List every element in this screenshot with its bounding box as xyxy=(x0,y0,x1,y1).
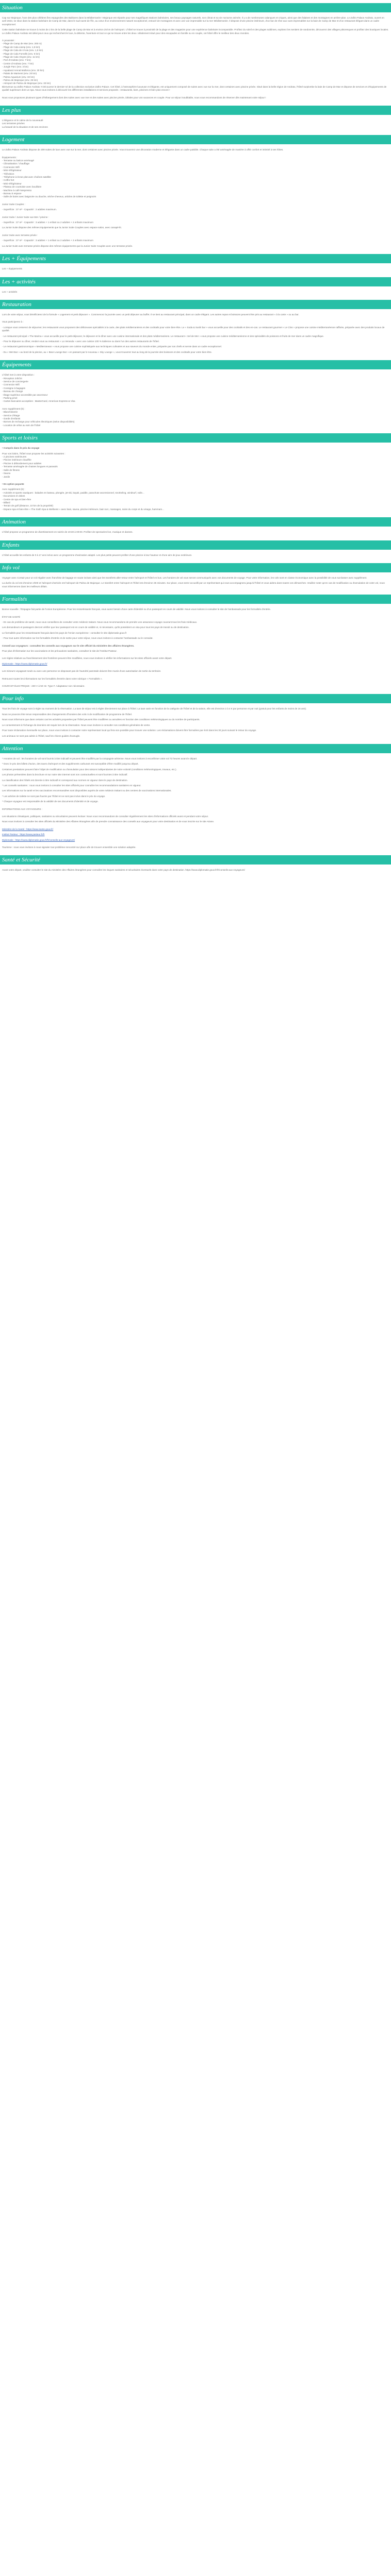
restauration-content xyxy=(0,313,391,354)
paragraph: Les + activités xyxy=(2,290,18,293)
paragraph: Junior Suite / Junior Suite vue Mer / piscine : xyxy=(2,215,49,218)
list-item: - Parking privé xyxy=(2,397,18,399)
paragraph: - Du « Wet Bar » au bord de la piscine, au « Bear Lounge Bar » en passant par le nouveau « Sky Lounge », vous trouverez tout au long de la journée des boissons et des cocktails pour votre bien-être. xyxy=(2,350,212,353)
list-item: - Téléphone à écran plat avec chaînes satellite xyxy=(2,176,51,178)
paragraph: Les règles relatives au franchissement des frontières peuvent être modifiées, nous vous invitons à vérifier les informations sur les sites officiels avant votre départ. xyxy=(2,657,172,660)
list-item: - Piscine intérieure chauffée xyxy=(2,459,31,462)
paragraph: COURANT ÉLECTRIQUE : 230 V à 50 Hz. Type F. Adaptateur non nécessaire. xyxy=(2,685,85,688)
list-item: - Mini-réfrigérateur xyxy=(2,182,22,185)
paragraph: * Les conseils sanitaires : nous vous invitons à consulter les sites officiels pour connaître les recommandations sanitaires en vigueur. xyxy=(2,784,141,787)
paragraph: Nous vous invitons à consulter les sites officiels du Ministère des Affaires étrangères afin de prendre connaissance des conseils aux voyageurs pour votre destination et de vous inscrire sur le site Ariane. xyxy=(2,820,215,823)
equipements-content xyxy=(0,374,391,427)
list-item: - Bornes de recharge pour véhicules électriques (selon disponibilités) xyxy=(2,420,75,423)
paragraph: Les informations sur la santé et les vaccinations recommandées sont disponibles auprès de votre médecin traitant ou des centres de vaccinations internationales. xyxy=(2,789,172,792)
list-item: - Service de conciergerie xyxy=(2,380,28,383)
list-item: - 2 piscines extérieures xyxy=(2,455,27,459)
paragraph: L'hôtel propose un programme de divertissement en soirée de 19:30 à 00:00. Profitez de spectacles live, musique et danses. xyxy=(2,531,133,534)
paragraph: Vous participerez à : xyxy=(2,320,24,324)
paragraph: - Superficie : 37 m² - Capacité : 3 adultes + 1 enfant ou 2 adultes + 2 enfants maximum xyxy=(2,239,93,242)
paragraph: Le formalités pour les ressortissants français dans les pays de l'Union européenne : consultez le site diplomatie.gouv.fr xyxy=(2,631,127,634)
section-title-sports: Sports et loisirs xyxy=(0,433,391,443)
paragraph: * Les articles de toilette ne sont pas fournis par l'hôtel et ne sont pas inclus dans le prix du voyage. xyxy=(2,794,106,798)
section-title-pour-info: Pour info xyxy=(0,694,391,703)
section-title-formalites: Formalités xyxy=(0,595,391,604)
paragraph: Conseil aux voyageurs : consultez les conseils aux voyageurs sur le site officiel du ministère des affaires étrangères. xyxy=(2,644,135,647)
list-item: - Bureau à espace xyxy=(2,192,22,195)
paragraph: Les animaux ne sont pas admis à l'hôtel, sauf les chiens guides d'aveugle. xyxy=(2,734,80,737)
list-item: - Plage de Cala Llamp (env. 1,5 km) xyxy=(2,45,40,48)
paragraph: - En cas de problème de santé, nous vous conseillons de consulter votre médecin traitant. Nous vous recommandons de prendre une assurance voyage couvrant tous les frais médicaux. xyxy=(2,621,198,623)
paragraph: Les photos présentées dans la brochure et sur notre site internet sont non contractuelles et sont fournies à titre indicatif. xyxy=(2,773,128,776)
subtitle-included-text: Compris dans le prix du voyage xyxy=(3,447,40,450)
list-item: - Aéroport de Palma de Majorque (env. 33 km) xyxy=(2,82,51,85)
paragraph: L'hôtel accueille les enfants de 0 à 17 ans inclus avec un programme d'animation adapté. Les plus petits peuvent profiter d'une piscine à leur hauteur et d'une aire de jeux extérieure. xyxy=(2,553,192,556)
section-title-restauration: Restauration xyxy=(0,300,391,309)
paragraph: Nous vous informons que dans certains cas les activités proposées par l'hôtel peuvent être modifiées ou annulées en fonction des conditions météorologiques ou du nombre de participants. xyxy=(2,718,200,721)
list-item: - Connexion Wifi xyxy=(2,165,20,168)
list-item: - Terrasse ou balcon aménagé xyxy=(2,159,34,162)
paragraph: Les situations climatiques, politiques, sanitaires ou sécuritaires peuvent évoluer. Nous vous recommandons de consulter régulièrement les sites d'informations officiels avant et pendant votre séjour. xyxy=(2,815,209,818)
list-item: L'élégance et le calme de la nouveauté xyxy=(2,118,43,122)
list-item: - Blanchisserie xyxy=(2,411,18,414)
list-item: - Consigne à bagages xyxy=(2,386,25,389)
list-item: - Espace spa et bien-être « The Sixth Spa & Wellness » avec bain, sauna, piscine intérieure, bain turc, massages, soins du corps et du visage, hammam... xyxy=(2,507,164,511)
list-item: Les terrasses privées xyxy=(2,122,25,125)
page xyxy=(0,3,391,872)
situation-content xyxy=(0,16,391,99)
paragraph: Tous les frais de voyage sont à régler au moment de la réservation. La taxe de séjour est à régler directement sur place à l'hôtel. La taxe varie en fonction de la catégorie de l'hôtel et de la saison, elle est d'environ 2 à 4 € par personne et par nuit (gratuit pour les enfants de moins de 16 ans). xyxy=(2,707,307,710)
paragraph: - Le restaurant principal « The Marina » vous accueille pour le petit-déjeuner, le déjeuner et le dîner avec une cuisine internationale et des plats méditerranéens. Le restaurant « Sel de Mer » vous propose une cuisine méditerranéenne et des spécialités de poissons et fruits de mer dans un cadre magnifique. xyxy=(2,334,324,337)
list-item: - Salle de fitness xyxy=(2,468,20,471)
paragraph: - Le restaurant gastronomique « Mediterranean » vous propose une cuisine sophistiquée aux techniques culinaires et aux saveurs du monde entier, préparée par nos chefs et servie dans un cadre exceptionnel. xyxy=(2,345,222,348)
paragraph: Certaines prestations peuvent faire l'objet de modification ou d'annulation pour des raisons indépendantes de notre volonté (conditions météorologiques, travaux, etc.). xyxy=(2,768,177,771)
paragraph: La Junior Suite dispose des mêmes équipements que la Junior Suite Couples avec espace salon, avec canapé-lit. xyxy=(2,226,122,229)
sante-content xyxy=(0,869,391,872)
paragraph: Voyager avec Corsair pour un vol régulier avec franchise de bagage en soute incluse ainsi que les transferts aller-retour entre l'aéroport et l'hôtel en bus. Les horaires de vol vous seront communiqués avec vos documents de voyage. Pour votre information, les vols sont en classe économique avec la possibilité de vous surclasser avec supplément. xyxy=(2,576,367,579)
paragraph: Tourisme : nous vous invitons à nous signaler tout problème rencontré sur place afin de trouver ensemble une solution adaptée. xyxy=(2,846,136,849)
list-item: - Terrasse aménagée de chaises longues et parasols xyxy=(2,465,58,468)
paragraph: Les demandeurs et passagers devront vérifier que leur passeport est en cours de validité et, si nécessaire, qu'ils possèdent un visa pour tous les pays de transit ou de destination. xyxy=(2,626,189,629)
link[interactable]: Diplomatie : https://www.diplomatie.gouv.fr/ xyxy=(2,662,47,665)
list-item: - Jungle Parc (env. 3 km) xyxy=(2,65,28,69)
section-title-logement: Logement xyxy=(0,135,391,144)
list-item: - Palma Aquarium (env. 32 km) xyxy=(2,75,35,78)
paragraph: - Lorsque vous cesserez de séjourner, les restaurants vous proposent des délicieuses spécialités à la carte, des plats méditerranéens et des cocktails pour votre bien-être. Le « Soda & Sushi bar » vous accueille pour des cocktails et des en-cas. Le restaurant gourmet « Le Clos » propose une cuisine méditerranéenne raffinée, préparée avec des produits locaux de qualité. xyxy=(2,326,385,332)
list-item: - Salle de bains avec baignoire ou douche, sèche-cheveux, articles de toilette et peignoirs xyxy=(2,195,96,198)
list-item: - Plage de Cala Fornells (env. 5 km) xyxy=(2,52,40,55)
link[interactable]: Diplomatie : https://www.diplomatie.gouv.fr/fr/conseils-aux-voyageurs/ xyxy=(2,838,75,841)
list-item: - Palma de Majorque (env. 25 km) xyxy=(2,78,38,81)
paragraph: - Superficie : 37 m² - Capacité : 2 adultes maximum. xyxy=(2,208,57,211)
paragraph: Cette station balnéaire se trouve à moins de 2 km de la belle plage de Camp de Mar et à environ 25 km de l'aéroport. L'hôtel se trouve à proximité de la plage et des magasins pour une expérience balnéaire incomparable. Profitez du soleil et des plages sublimes, explorez les sentiers de randonnée, découvrez des villages pittoresques et profitez des boutiques locales. Le Zafiro Palace Andratx est idéal pour ceux qui recherchent le luxe, la détente, l'aventure et tout ce qui se trouve entre les deux. Idéalement situé pour des escapades en famille ou en couple, cet hôtel offre le meilleur des deux mondes. xyxy=(2,28,389,35)
list-item: - Port d'Andratx (env. 7 km) xyxy=(2,59,31,62)
list-item: - Garde d'enfants xyxy=(2,417,21,420)
list-item: - Télévision xyxy=(2,172,14,175)
section-title-animation: Animation xyxy=(0,517,391,527)
logement-content xyxy=(0,148,391,248)
list-item: À proximité : xyxy=(2,39,15,42)
list-item: - Étage supérieur accessible par ascenseur xyxy=(2,393,48,396)
section-title-les-activites: Les + activités xyxy=(0,277,391,286)
section-title-les-equipements: Les + Équipements xyxy=(0,254,391,263)
list-item: - Climatisation / chauffage xyxy=(2,162,30,165)
list-item: - Connexion Wifi xyxy=(2,383,20,386)
enfants-content xyxy=(0,554,391,557)
list-item: - Location de vélos au sein de l'hôtel xyxy=(2,423,41,427)
section-title-sante: Santé et Sécurité xyxy=(0,855,391,865)
les-equipements-content xyxy=(0,267,391,270)
paragraph: Le Zafiro Palace Andratx dispose de 209 suites de luxe avec vue sur la mer, dont certaines avec piscine privée. Vous trouverez une décoration moderne et élégante dans un cadre paisible. Chaque suite a été aménagée de manière à offrir confort et intimité à ses hôtes. xyxy=(2,148,284,151)
list-item: - Plage de Camp de Mar (env. 200 m) xyxy=(2,42,42,45)
subtitle-included: • Compris dans le prix du voyage xyxy=(2,447,40,450)
section-title-les-plus: Les plus xyxy=(0,106,391,115)
list-item: - Aqualand Arenal Mallorca (env. 30 km) xyxy=(2,69,44,72)
list-item: - Activités et sports nautiques : balades en bateau, plongée, jet-ski, kayak, paddle, parachute ascensionnel, snorkeling, windsurf, voile... xyxy=(2,491,144,494)
list-item: Pour vos loisirs, l'hôtel vous propose les activités suivantes : xyxy=(2,452,66,455)
list-item: - Terrain de golf (distance, 10 km de la propriété) xyxy=(2,504,53,507)
sports-content xyxy=(0,447,391,511)
list-item: La beauté de la situation et de ses environs xyxy=(2,125,48,128)
subtitle-paying: • En option payante xyxy=(2,482,24,485)
list-item: Bienvenue au Zafiro Palace Andratx !! Découvrez le dernier-né de la collection exclusive Zafiro Palace. Cet hôtel, à l'atmosphère luxueuse et élégante, est uniquement composé de suites avec vue sur la mer, dont certaines avec piscine privée. Situé dans la belle région de Andratx, l'hôtel surplombe la baie de Camp de Mar et dispose de services et d'équipements de qualité supérieure dont un spa. Nous vous invitons à découvrir les différentes installations et services proposés : restaurants, bars, piscines et bien plus encore ! xyxy=(2,85,387,92)
paragraph: La Junior Suite avec terrasse privée dispose des mêmes équipements que la Junior Suite Couples avec une terrasse privée. xyxy=(2,244,133,247)
subtitle-paying-text: En option payante xyxy=(3,482,24,485)
paragraph: Pour plus d'information sur les vaccinations et les précautions sanitaires, consultez le site de l'Institut Pasteur. xyxy=(2,650,117,653)
list-item: - Piscine à débordement pour adultes xyxy=(2,462,42,465)
list-item: - Jardin xyxy=(2,475,10,478)
section-title-equipements: Équipements xyxy=(0,360,391,369)
paragraph: Les + équipements xyxy=(2,267,22,270)
paragraph: * Horaires de vol : les horaires de vol sont fournis à titre indicatif et peuvent être modifiés par la compagnie aérienne. Nous vous invitons à reconfirmer votre vol 72 heures avant le départ. xyxy=(2,757,198,760)
paragraph: Bonne nouvelle : l'Espagne fait partie de l'Union Européenne. Pour les ressortissants français, vous aurez besoin d'une carte d'identité ou d'un passeport en cours de validité. Nous vous invitons à consulter le site de l'ambassade pour les formalités d'entrée. xyxy=(2,608,271,611)
list-item: - Centre de spa et bien-être xyxy=(2,498,31,501)
paragraph: - Pour tout autre information sur les formalités d'entrée et de sortie pour votre séjour, nous vous invitons à contacter l'ambassade ou le consulat. xyxy=(2,637,153,640)
info-content xyxy=(0,577,391,588)
list-item: - Palais de Marivent (env. 20 km) xyxy=(2,72,37,75)
paragraph: Junior Suite Couples : xyxy=(2,202,25,206)
animation-content xyxy=(0,531,391,534)
paragraph: - Superficie : 37 m² - Capacité : 3 adultes + 1 enfant ou 2 adultes + 2 enfants maximum xyxy=(2,221,93,224)
link[interactable]: Ministère de la Santé : https://www.sante.gouv.fr/ xyxy=(2,827,54,831)
formalites-content xyxy=(0,608,391,688)
link[interactable]: Institut Pasteur : https://www.pasteur.fr/fr xyxy=(2,833,45,836)
list-item: - Centre d'Andratx (env. 7 km) xyxy=(2,62,34,65)
list-item: - Cartes bancaires acceptées : MasterCard, American Express & Visa xyxy=(2,400,75,403)
list-item: - Excursions et visites xyxy=(2,495,25,498)
section-title-info: Info vol xyxy=(0,563,391,572)
paragraph: - Pour le déjeuner ou dîner, rendez-vous au restaurant « La Veranda » avec une cuisine 100 % italienne ou dans l'un des autres restaurants de l'hôtel. xyxy=(2,340,159,343)
pour-info-content xyxy=(0,707,391,737)
paragraph: Lors de votre séjour, vous bénéficierez de la formule « Logement et petit déjeuner ». Commencez la journée avec un petit déjeuner au buffet. Il se tient au restaurant principal, dans un cadre élégant. Les autres repas et boissons peuvent être pris au restaurant « à la carte » ou au bar. xyxy=(2,313,299,316)
list-item: - Réception 24h/24 xyxy=(2,377,22,380)
nearby-list xyxy=(2,39,389,92)
list-item: - Plateau de courtoisie avec bouilloire xyxy=(2,185,42,189)
paragraph: La durée du vol est d'environ 2h00 et l'aéroport d'arrivée est l'aéroport de Palma de Majorque. Le transfert entre l'aéroport et l'hôtel est d'environ 35 minutes. Sur place, vous serez accueilli par un représentant qui vous accompagnera jusqu'à l'hôtel et vous aidera dans toutes vos démarches. Veuillez noter qu'en cas de modification ou d'annulation de votre vol, nous vous informerons dans les meilleurs délais. xyxy=(2,582,385,588)
list-item: - Service d'étage xyxy=(2,414,20,417)
paragraph: * Chaque voyageur est responsable de la validité de ses documents d'identité et de voyage. xyxy=(2,800,99,803)
section-title-enfants: Enfants xyxy=(0,540,391,550)
paragraph: La classification des hôtels est donnée à titre indicatif et correspond aux normes en vigueur dans le pays de destination. xyxy=(2,778,128,782)
section-title-situation: Situation xyxy=(0,3,391,12)
paragraph: Le consentement à l'échange de données est requis lors de la réservation. Nous vous invitons à consulter nos conditions générales de vente. xyxy=(2,723,151,726)
paragraph: INFORMATIONS AUX VOYAGEURS : xyxy=(2,807,42,810)
paragraph: * Donc le prix des billets d'avion, des taxes d'aéroport et des suppléments carburant est susceptible d'être modifié jusqu'au départ. xyxy=(2,762,139,766)
list-item: - Plage de Cala Vinyes (env. 11 km) xyxy=(2,56,40,59)
list-item: - Bureau de change xyxy=(2,390,23,393)
list-item: Avec supplément (€) : xyxy=(2,407,25,410)
attention-content xyxy=(0,757,391,850)
paragraph: Avant votre départ, veuillez consulter le site du ministère des Affaires étrangères pour connaître les risques sanitaires et sécuritaires éventuels dans votre pays de destination. https://www.diplomatie.gouv.fr/fr/conseils-aux-voyageurs/ xyxy=(2,869,245,872)
paragraph: Cap sur Majorque, l'une des plus célèbres îles espagnoles des Baléares dans la Méditerranée ! Majorque est réputée pour ses magnifiques stations balnéaires, ses beaux paysages naturels, son climat et sa vie nocturne animée. Il y a de nombreuses calanques et criques, ainsi que des falaises et des montagnes en arrière-plan. Le Zafiro Palace Andratx, ouvert en avril 2023, se situe dans la station balnéaire de Camp de Mar, dans le sud-ouest de l'île, au cœur d'un environnement naturel exceptionnel, entouré de montagnes et avec une vue imprenable sur la mer Méditerranée. Il dispose d'une piscine intérieure, d'un bar de rêve aux vues imprenables sur la baie de Camp de Mar et d'un restaurant élégant dans un cadre exceptionnel. xyxy=(2,16,384,26)
list-item: L'hôtel met à votre disposition : xyxy=(2,374,35,377)
paragraph: ÉTAT DE SANTÉ xyxy=(2,615,21,618)
list-item: Avec supplément (€) : xyxy=(2,488,25,491)
section-title-attention: Attention xyxy=(0,744,391,753)
list-item: - Billard xyxy=(2,501,10,504)
list-item: - Plage de Cala de s'Avia (env. 1,5 km) xyxy=(2,49,43,52)
paragraph: Nous vous proposons plusieurs types d'hébergement dont des suites avec vue mer et des suites avec piscine privée, idéales pour vos vacances en couple. Pour un séjour inoubliable, nous vous recommandons de réserver dès maintenant votre séjour ! xyxy=(2,96,266,99)
paragraph: Retrouvez toutes les informations sur les formalités d'entrée dans notre rubrique « Formalités ». xyxy=(2,677,103,680)
paragraph: Les mineurs voyageant seuls ou avec une personne ne disposant pas de l'autorité parentale doivent être munis d'une autorisation de sortie du territoire. xyxy=(2,670,161,673)
les-plus-content xyxy=(0,119,391,129)
list-item: - Mini-réfrigérateur xyxy=(2,169,22,172)
list-item: Équipements : xyxy=(2,156,18,159)
list-item: - Coffre-fort xyxy=(2,179,14,182)
list-item: - Sauna xyxy=(2,472,11,475)
paragraph: Nous ne pouvons être tenus responsables des changements d'horaires des vols ni de modification de programme de l'hôtel. xyxy=(2,713,133,716)
paragraph: Junior Suite avec terrasse privée : xyxy=(2,233,38,236)
list-item: - Machine à café Nespresso xyxy=(2,189,32,192)
paragraph: Pour toute réclamation éventuelle sur place, nous vous invitons à contacter notre représentant local qui fera son possible pour trouver une solution. Les réclamations doivent être formulées par écrit dans les 30 jours suivant le retour du voyage. xyxy=(2,729,257,732)
les-activites-content xyxy=(0,291,391,294)
